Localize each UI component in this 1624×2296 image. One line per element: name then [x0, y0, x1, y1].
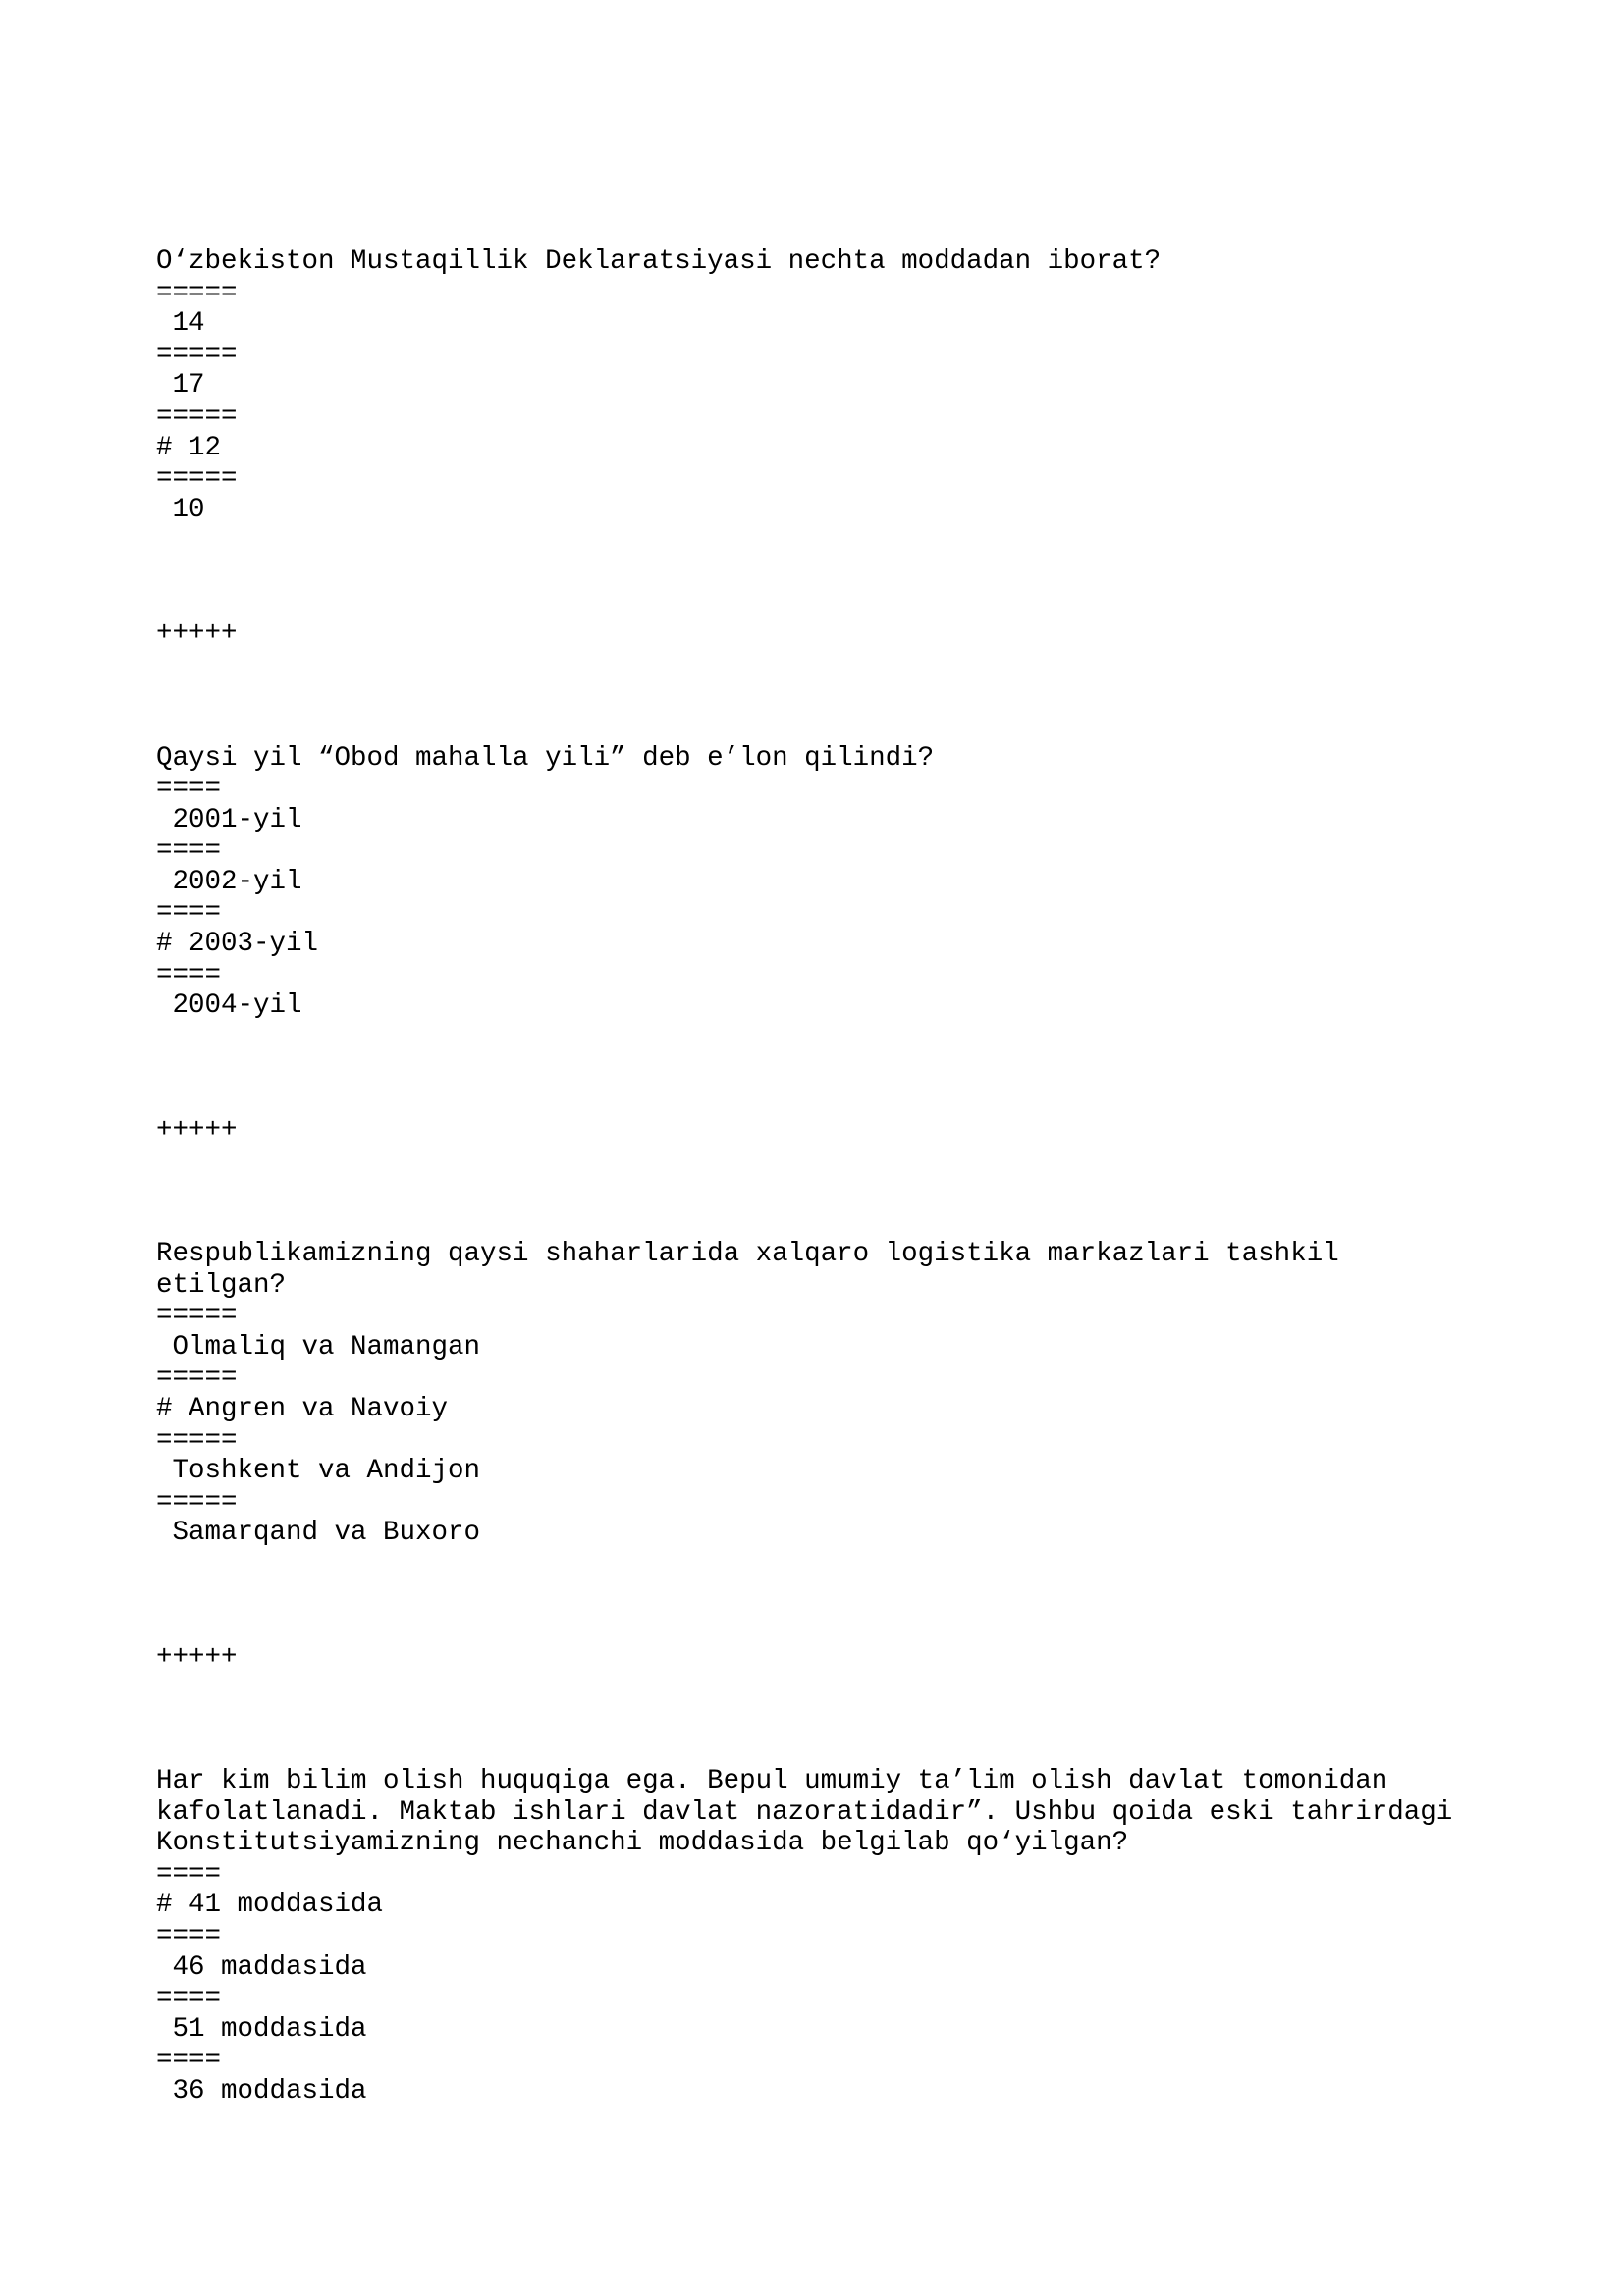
separator: ====: [156, 1921, 222, 1952]
answer-option-correct: # Angren va Navoiy: [156, 1393, 449, 1424]
question-text: Qaysi yil “Obod mahalla yili” deb e’lon qilindi?: [156, 742, 935, 774]
spacer: [156, 1549, 1491, 1580]
separator: =====: [156, 277, 238, 308]
answer-option-correct: # 12: [156, 432, 222, 463]
answer-option-correct: # 2003-yil: [156, 929, 319, 960]
separator: ====: [156, 1983, 222, 2014]
answer-option: Toshkent va Andijon: [156, 1456, 481, 1487]
spacer: [156, 1084, 1491, 1115]
spacer: [156, 1146, 1491, 1177]
spacer: [156, 1207, 1491, 1239]
separator: ====: [156, 1858, 222, 1890]
separator: =====: [156, 400, 238, 432]
separator: ====: [156, 774, 222, 805]
answer-option: Olmaliq va Namangan: [156, 1331, 481, 1362]
spacer: [156, 525, 1491, 557]
question-block: [156, 743, 1491, 1240]
question-text: O‘zbekiston Mustaqillik Deklaratsiyasi nechta moddadan iborat?: [156, 246, 1162, 277]
spacer: [156, 588, 1491, 619]
answer-option: 36 moddasida: [156, 2076, 367, 2108]
block-end-marker: +++++: [156, 618, 238, 650]
answer-option: Samarqand va Buxoro: [156, 1518, 481, 1549]
answer-option: 2002-yil: [156, 866, 302, 897]
separator: =====: [156, 1424, 238, 1456]
answer-option: 51 moddasida: [156, 2013, 367, 2045]
block-end-marker: +++++: [156, 1114, 238, 1146]
spacer: [156, 680, 1491, 712]
separator: ====: [156, 897, 222, 929]
question-text: Har kim bilim olish huquqiga ega. Bepul umumiy ta’lim olish davlat tomonidan kafolatlanadi. Maktab ishlari davlat nazoratidadir”. Ushbu qoida eski tahrirdagi Konstitutsiyamizning nechanchi moddasida belgilab qo‘yilgan?: [156, 1766, 1453, 1859]
answer-option: 46 maddasida: [156, 1951, 367, 1983]
document-content: [156, 246, 1491, 2108]
question-block: [156, 1766, 1491, 2108]
answer-option: 17: [156, 370, 205, 401]
spacer: [156, 1177, 1491, 1208]
spacer: [156, 1022, 1491, 1053]
separator: =====: [156, 1362, 238, 1394]
separator: =====: [156, 1486, 238, 1518]
block-end-marker: +++++: [156, 1641, 238, 1673]
answer-option: 2004-yil: [156, 990, 302, 1022]
answer-option: 10: [156, 494, 205, 525]
separator: ====: [156, 959, 222, 990]
spacer: [156, 1052, 1491, 1084]
answer-option: 14: [156, 308, 205, 340]
spacer: [156, 1704, 1491, 1735]
question-block: [156, 246, 1491, 743]
answer-option: 2001-yil: [156, 804, 302, 835]
question-text: Respublikamizning qaysi shaharlarida xalqaro logistika markazlari tashkil etilgan?: [156, 1239, 1339, 1301]
question-block: [156, 1239, 1491, 1766]
spacer: [156, 712, 1491, 743]
spacer: [156, 1580, 1491, 1612]
answer-option-correct: # 41 moddasida: [156, 1890, 384, 1921]
separator: =====: [156, 1301, 238, 1332]
spacer: [156, 1673, 1491, 1704]
spacer: [156, 1611, 1491, 1642]
separator: =====: [156, 463, 238, 495]
separator: ====: [156, 835, 222, 867]
spacer: [156, 650, 1491, 681]
separator: =====: [156, 339, 238, 370]
separator: ====: [156, 2045, 222, 2076]
spacer: [156, 557, 1491, 588]
spacer: [156, 1735, 1491, 1767]
